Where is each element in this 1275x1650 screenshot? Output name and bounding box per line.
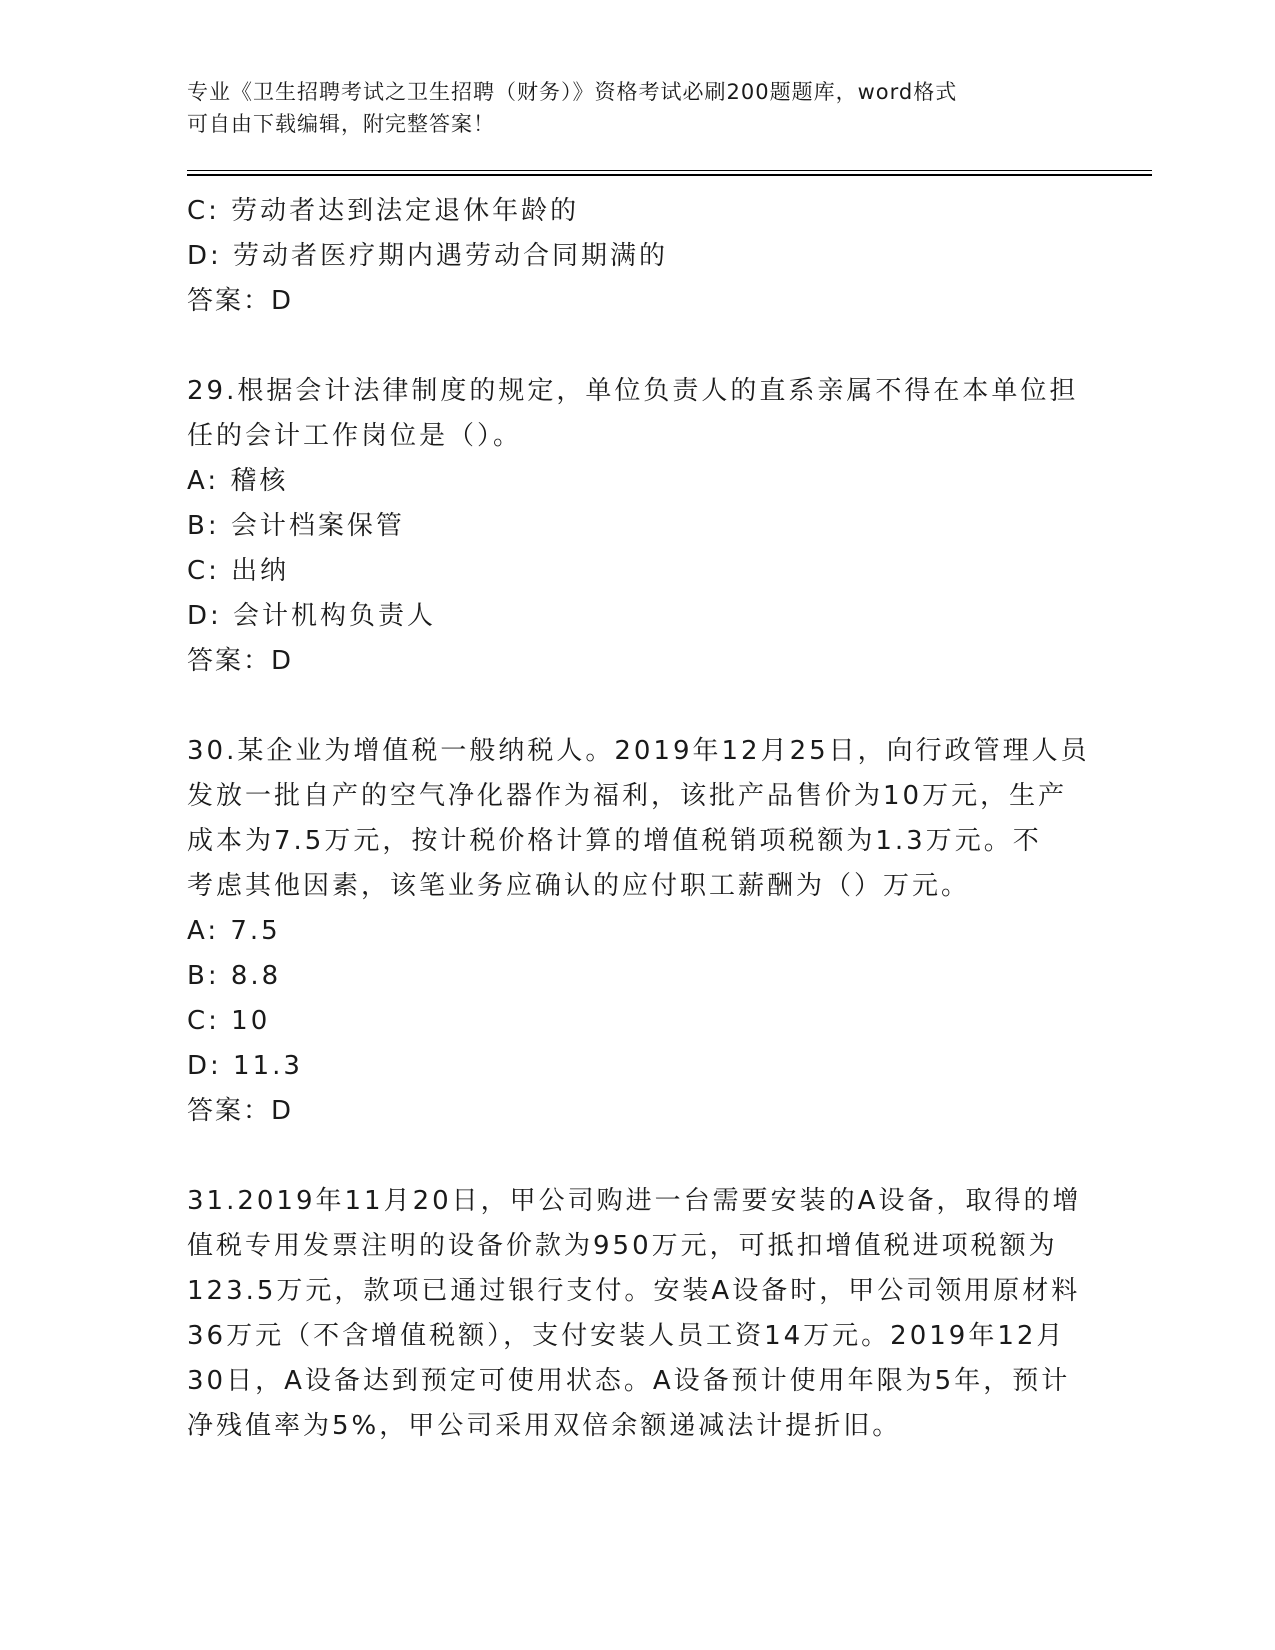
question-stem-line: 123.5万元，款项已通过银行支付。安装A设备时，甲公司领用原材料	[187, 1276, 1081, 1306]
question-stem-line: 考虑其他因素，该笔业务应确认的应付职工薪酬为（）万元。	[187, 871, 971, 901]
option-d: D: 劳动者医疗期内遇劳动合同期满的	[187, 241, 669, 271]
answer-label: 答案：D	[187, 646, 294, 676]
question-stem-line: 31.2019年11月20日，甲公司购进一台需要安装的A设备，取得的增	[187, 1186, 1082, 1216]
question-stem-line: 30日，A设备达到预定可使用状态。A设备预计使用年限为5年，预计	[187, 1366, 1071, 1396]
question-stem-line: 任的会计工作岗位是（）。	[187, 421, 523, 451]
answer-label: 答案：D	[187, 286, 294, 316]
option-b: B: 8.8	[187, 961, 282, 991]
document-body	[187, 189, 1090, 1449]
question-28-tail	[187, 189, 1087, 324]
question-29	[187, 369, 1087, 684]
question-stem-line: 29.根据会计法律制度的规定，单位负责人的直系亲属不得在本单位担	[187, 376, 1079, 406]
spacer	[187, 1134, 1087, 1179]
header-line-1: 专业《卫生招聘考试之卫生招聘（财务）》资格考试必刷200题题库，word格式	[187, 80, 958, 104]
question-stem-line: 发放一批自产的空气净化器作为福利，该批产品售价为10万元，生产	[187, 781, 1068, 811]
header-rule-thick	[187, 174, 1152, 176]
option-c: C: 劳动者达到法定退休年龄的	[187, 196, 580, 226]
option-a: A: 7.5	[187, 916, 281, 946]
option-a: A: 稽核	[187, 466, 289, 496]
header-rule-thin	[187, 170, 1152, 171]
option-c: C: 10	[187, 1006, 271, 1036]
question-stem-line: 30.某企业为增值税一般纳税人。2019年12月25日，向行政管理人员	[187, 736, 1090, 766]
question-31	[187, 1179, 1087, 1449]
question-stem-line: 成本为7.5万元，按计税价格计算的增值税销项税额为1.3万元。不	[187, 826, 1042, 856]
spacer	[187, 324, 1087, 369]
question-stem-line: 值税专用发票注明的设备价款为950万元，可抵扣增值税进项税额为	[187, 1231, 1058, 1261]
answer-label: 答案：D	[187, 1096, 294, 1126]
option-c: C: 出纳	[187, 556, 290, 586]
question-30	[187, 729, 1090, 1134]
document-header	[187, 76, 1087, 140]
spacer	[187, 684, 1087, 729]
header-line-2: 可自由下载编辑，附完整答案！	[187, 112, 495, 136]
option-d: D: 11.3	[187, 1051, 303, 1081]
question-stem-line: 36万元（不含增值税额），支付安装人员工资14万元。2019年12月	[187, 1321, 1066, 1351]
option-d: D: 会计机构负责人	[187, 601, 437, 631]
question-stem-line: 净残值率为5%，甲公司采用双倍余额递减法计提折旧。	[187, 1411, 902, 1441]
option-b: B: 会计档案保管	[187, 511, 405, 541]
